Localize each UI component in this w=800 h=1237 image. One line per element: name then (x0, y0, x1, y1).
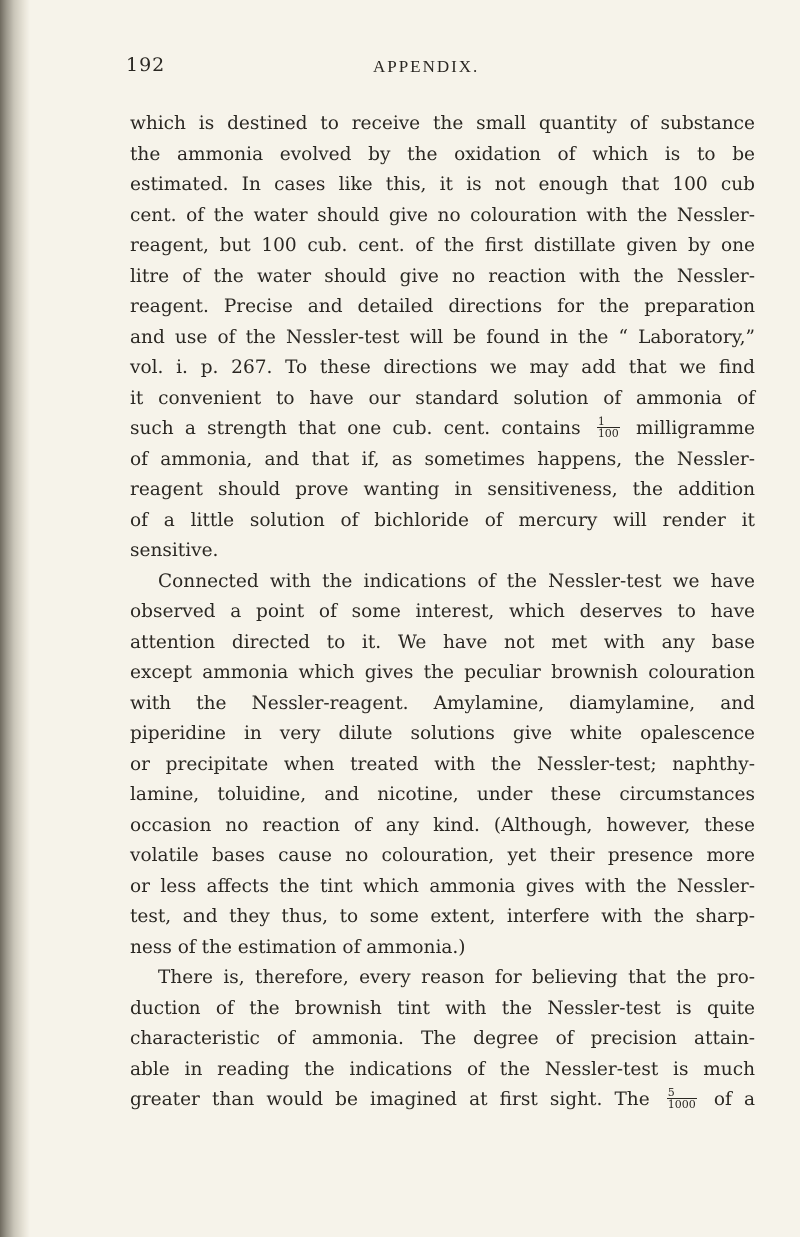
text-line: reagent, but 100 cub. cent. of the first distillate given by one (130, 235, 755, 256)
text-fragment: milligramme (636, 418, 755, 439)
text-line: the ammonia evolved by the oxidation of which is to be (130, 143, 755, 165)
page-number: 192 (126, 54, 166, 76)
fraction-numerator: 5 (667, 1086, 675, 1099)
text-line: volatile bases cause no colouration, yet their presence more (130, 845, 755, 866)
text-line-with-fraction (130, 1085, 755, 1116)
text-line: of a little solution of bichloride of mercury will render it (130, 509, 755, 531)
paragraph-start-line: There is, therefore, every reason for believing that the pro- (158, 967, 755, 988)
text-line: duction of the brownish tint with the Nessler-test is quite (130, 997, 755, 1019)
text-line: characteristic of ammonia. The degree of precision attain- (130, 1028, 755, 1049)
text-line: reagent. Precise and detailed directions for the preparation (130, 296, 755, 317)
text-line: reagent should prove wanting in sensitiveness, the addition (130, 479, 755, 500)
text-line: and use of the Nessler-test will be found in the “ Laboratory,” (130, 326, 755, 348)
paragraph-end-line: ness of the estimation of ammonia.) (130, 936, 466, 958)
text-line: vol. i. p. 267. To these directions we may add that we find (130, 357, 755, 378)
text-line: litre of the water should give no reaction with the Nessler- (130, 265, 755, 287)
text-line: with the Nessler-reagent. Amylamine, diamylamine, and (130, 692, 755, 714)
text-line: cent. of the water should give no colouration with the Nessler- (130, 204, 755, 226)
fraction (597, 416, 620, 439)
text-fragment: greater than would be imagined at first sight. The (130, 1089, 650, 1110)
text-line: which is destined to receive the small quantity of substance (130, 113, 755, 134)
text-line: except ammonia which gives the peculiar brownish colouration (130, 662, 755, 683)
text-line: occasion no reaction of any kind. (Although, however, these (130, 814, 755, 836)
body-text (130, 109, 755, 1116)
text-line: lamine, toluidine, and nicotine, under these circumstances (130, 784, 755, 805)
text-line: estimated. In cases like this, it is not enough that 100 cub (130, 174, 755, 195)
fraction-numerator: 1 (597, 415, 605, 428)
text-line: piperidine in very dilute solutions give white opalescence (130, 723, 755, 744)
text-fragment: of a (713, 1089, 755, 1110)
paragraph-start-line: Connected with the indications of the Nessler-test we have (158, 570, 755, 592)
text-line: able in reading the indications of the Nessler-test is much (130, 1058, 755, 1080)
fraction-denominator: 100 (597, 427, 619, 440)
text-line: observed a point of some interest, which deserves to have (130, 601, 755, 622)
paragraph-end-line: sensitive. (130, 540, 219, 561)
text-line: attention directed to it. We have not met with any base (130, 631, 755, 653)
text-fragment: such a strength that one cub. cent. contains (130, 418, 581, 439)
text-line-with-fraction (130, 414, 755, 445)
text-line: of ammonia, and that if, as sometimes happens, the Nessler- (130, 448, 755, 470)
fraction (667, 1087, 697, 1110)
fraction-denominator: 1000 (667, 1098, 696, 1111)
text-line: test, and they thus, to some extent, interfere with the sharp- (130, 906, 755, 927)
text-line: it convenient to have our standard solution of ammonia of (130, 387, 755, 409)
text-line: or less affects the tint which ammonia gives with the Nessler- (130, 875, 755, 897)
running-head: APPENDIX. (373, 57, 480, 76)
text-line: or precipitate when treated with the Nessler-test; naphthy- (130, 753, 755, 775)
binding-edge (0, 0, 30, 1237)
page-header (0, 54, 800, 84)
